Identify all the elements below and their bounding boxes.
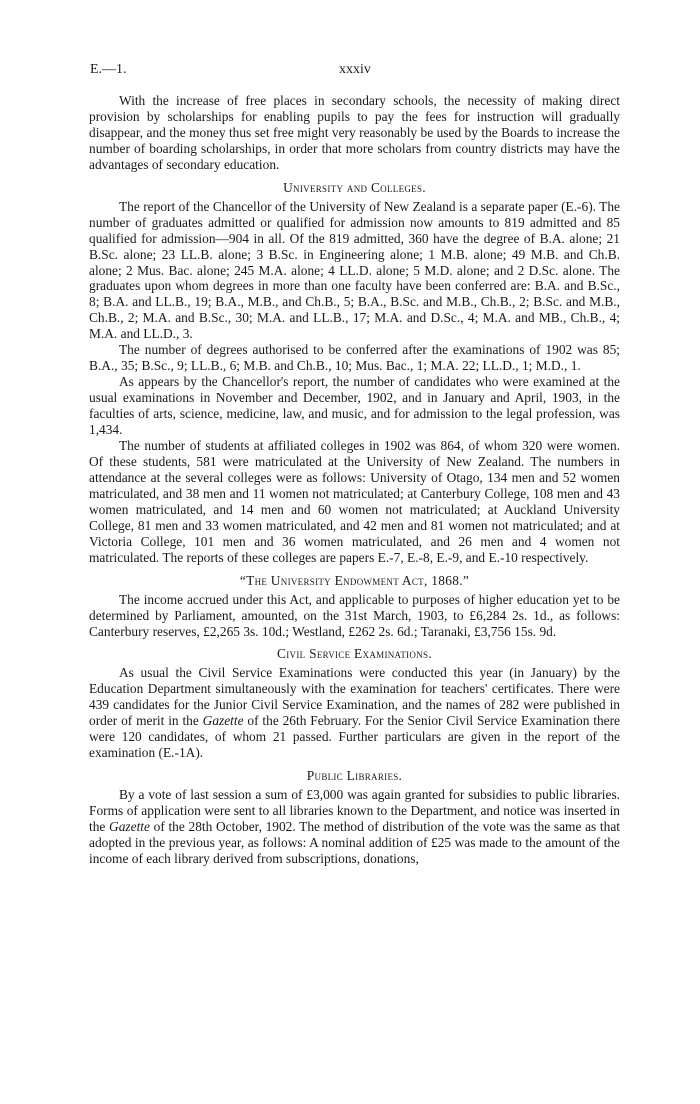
section-heading: University and Colleges.: [283, 179, 426, 195]
section-heading: Civil Service Examinations.: [277, 646, 432, 662]
page-number: xxxiv: [339, 62, 371, 77]
page-header: [90, 62, 620, 80]
paragraph: As appears by the Chancellor's report, the number of candidates who were examined at the usual examinations in November and December, 1902, and in January and April, 1903, in the faculties of arts, science, medicine, law, and music, and for admission to the legal profession, was 1,434.: [89, 374, 620, 438]
paper-reference: E.—1.: [90, 62, 127, 77]
section-heading: “The University Endowment Act, 1868.”: [239, 572, 470, 588]
paragraph: The number of students at affiliated colleges in 1902 was 864, of whom 320 were women. Of these students, 581 were matriculated at the University of New Zealand. The numbers in attendance at the several colleges were as follows: University of Otago, 134 men and 52 women matriculated, and 38 men and 11 women not matriculated; at Canterbury College, 108 men and 43 women matriculated, and 14 men and 60 women not matriculated; at Auckland University College, 81 men and 33 women matriculated, and 42 men and 81 women not matriculated; and at Victoria College, 101 men and 36 women matriculated, and 26 men and 4 women not matriculated. The reports of these colleges are papers E.-7, E.-8, E.-9, and E.-10 respectively.: [89, 438, 620, 565]
paragraph: The income accrued under this Act, and applicable to purposes of higher education yet to be determined by Parliament, amounted, on the 31st March, 1903, to £6,284 2s. 1d., as follows: Canterbury reserves, £2,265 3s. 10d.; Westland, £262 2s. 6d.; Taranaki, £3,756 15s. 9d.: [89, 591, 620, 639]
section-heading: Public Libraries.: [306, 768, 403, 784]
paragraph: As usual the Civil Service Examinations were conducted this year (in January) by the Education Department simultaneously with the examination for teachers' certificates. There were 439 candidates for the Junior Civil Service Examination, and the names of 282 were published in order of merit in the Gazette of the 26th February. For the Senior Civil Service Examination there were 120 candidates, of whom 21 passed. Further particulars are given in the report of the examination (E.-1A).: [89, 665, 620, 761]
paragraph: The report of the Chancellor of the University of New Zealand is a separate paper (E.-6). The number of graduates admitted or qualified for admission now amounts to 819 admitted and 85 qualified for admission—904 in all. Of the 819 admitted, 360 have the degree of B.A. alone; 21 B.Sc. alone; 23 LL.B. alone; 3 B.Sc. in Engineering alone; 1 M.B. alone; 49 M.B. and Ch.B. alone; 2 Mus. Bac. alone; 245 M.A. alone; 4 LL.D. alone; 5 M.D. alone; and 2 D.Sc. alone. The graduates upon whom degrees in more than one faculty have been conferred are: B.A. and B.Sc., 8; B.A. and LL.B., 19; B.A., M.B., and Ch.B., 5; B.A., B.Sc. and M.B., Ch.B., 2; B.Sc. and M.B., Ch.B., 2; M.A. and B.Sc., 30; M.A. and LL.B., 17; M.A. and D.Sc., 4; M.A. and MB., Ch.B., 4; M.A. and LL.D., 3.: [89, 198, 620, 342]
document-body: [89, 93, 620, 867]
paragraph: The number of degrees authorised to be conferred after the examinations of 1902 was 85; B.A., 35; B.Sc., 9; LL.B., 6; M.B. and Ch.B., 10; Mus. Bac., 1; M.A. 22; LL.D., 1; M.D., 1.: [89, 342, 620, 374]
paragraph: With the increase of free places in secondary schools, the necessity of making direct provision by scholarships for enabling pupils to pay the fees for instruction will gradually disappear, and the money thus set free might very reasonably be used by the Boards to increase the number of boarding scholarships, in order that more scholars from country districts may have the advantages of secondary education.: [89, 93, 620, 172]
paragraph: By a vote of last session a sum of £3,000 was again granted for subsidies to public libraries. Forms of application were sent to all libraries known to the Department, and notice was inserted in the Gazette of the 28th October, 1902. The method of distribution of the vote was the same as that adopted in the previous year, as follows: A nominal addition of £25 was made to the amount of the income of each library derived from subscriptions, donations,: [89, 787, 620, 866]
